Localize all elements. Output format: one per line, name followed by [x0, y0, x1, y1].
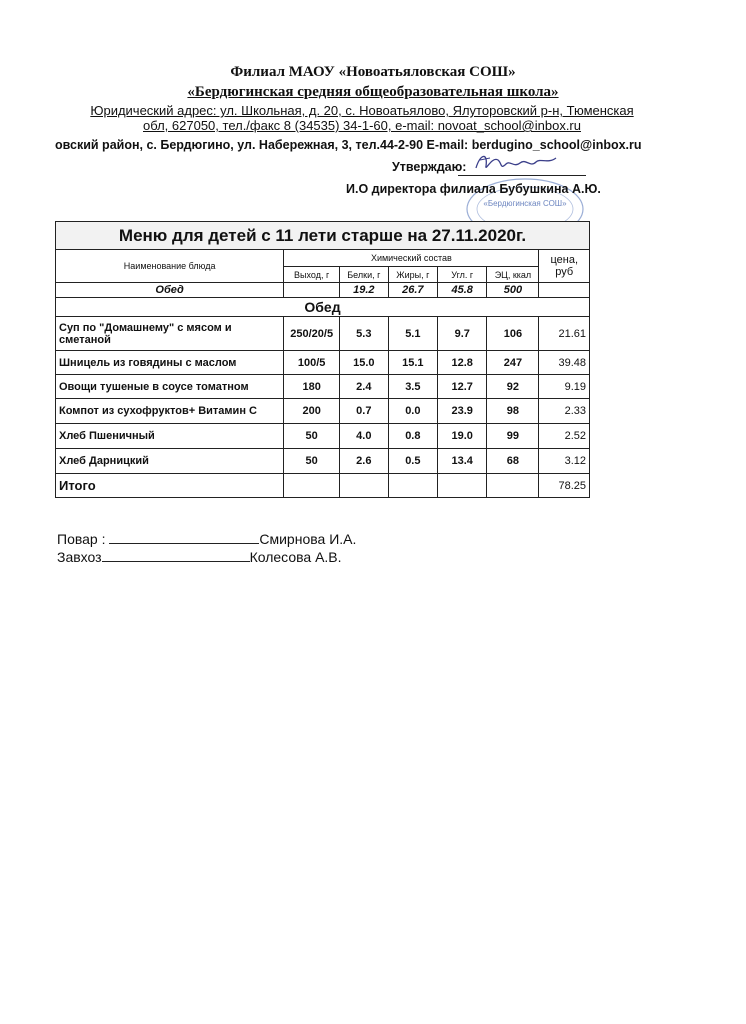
output-cell: 250/20/5 — [284, 317, 340, 351]
total-label: Итого — [56, 474, 284, 498]
director-signature — [470, 146, 560, 178]
total-empty-cell — [438, 474, 487, 498]
summary-fat: 26.7 — [388, 283, 437, 298]
table-row — [56, 375, 590, 399]
summary-protein: 19.2 — [340, 283, 389, 298]
stamp-text: «Бердюгинская СОШ» — [483, 199, 567, 208]
dish-name: Овощи тушеные в соусе томатном — [56, 375, 284, 399]
carb-cell: 13.4 — [438, 449, 487, 474]
energy-cell: 247 — [487, 351, 539, 375]
cook-signature-line — [109, 531, 259, 544]
energy-cell: 98 — [487, 399, 539, 424]
branch-address: овский район, с. Бердюгино, ул. Набережная, 3, тел.44-2-90 E-mail: berdugino_school@inbox.ru — [55, 138, 642, 152]
total-price: 78.25 — [539, 474, 590, 498]
org-title: Филиал МАОУ «Новоатьяловская СОШ» — [230, 64, 516, 80]
col-protein-header: Белки, г — [340, 267, 389, 283]
fat-cell: 0.5 — [388, 449, 437, 474]
fat-cell: 0.0 — [388, 399, 437, 424]
protein-cell: 4.0 — [340, 424, 389, 449]
carb-cell: 23.9 — [438, 399, 487, 424]
legal-address-line1: Юридический адрес: ул. Школьная, д. 20, с. Новоатьялово, Ялуторовский р-н, Тюменская — [90, 103, 634, 118]
col-energy-header: ЭЦ, ккал — [487, 267, 539, 283]
price-cell: 9.19 — [539, 375, 590, 399]
summary-price — [539, 283, 590, 298]
legal-address-line2: обл, 627050, тел./факс 8 (34535) 34-1-60, e-mail: novoat_school@inbox.ru — [143, 118, 581, 133]
storekeeper-label: Завхоз — [57, 549, 102, 565]
col-fat-header: Жиры, г — [388, 267, 437, 283]
col-output-header: Выход, г — [284, 267, 340, 283]
dish-name: Компот из сухофруктов+ Витамин С — [56, 399, 284, 424]
price-cell: 2.52 — [539, 424, 590, 449]
menu-title: Меню для детей с 11 лети старше на 27.11.2020г. — [56, 222, 590, 250]
total-empty-cell — [284, 474, 340, 498]
section-title: Обед — [56, 298, 590, 317]
cook-signature — [57, 531, 356, 547]
summary-energy: 500 — [487, 283, 539, 298]
energy-cell: 106 — [487, 317, 539, 351]
col-dish-header: Наименование блюда — [56, 250, 284, 283]
price-cell: 2.33 — [539, 399, 590, 424]
energy-cell: 99 — [487, 424, 539, 449]
carb-cell: 9.7 — [438, 317, 487, 351]
fat-cell: 5.1 — [388, 317, 437, 351]
total-row — [56, 474, 590, 498]
dish-name: Хлеб Пшеничный — [56, 424, 284, 449]
summary-carb: 45.8 — [438, 283, 487, 298]
approve-label: Утверждаю: — [392, 160, 467, 174]
col-chem-header: Химический состав — [284, 250, 539, 267]
price-cell: 39.48 — [539, 351, 590, 375]
summary-label: Обед — [56, 283, 284, 298]
output-cell: 180 — [284, 375, 340, 399]
table-row — [56, 424, 590, 449]
output-cell: 100/5 — [284, 351, 340, 375]
output-cell: 50 — [284, 424, 340, 449]
fat-cell: 3.5 — [388, 375, 437, 399]
menu-table — [55, 221, 590, 498]
summary-output — [284, 283, 340, 298]
total-empty-cell — [487, 474, 539, 498]
carb-cell: 12.8 — [438, 351, 487, 375]
protein-cell: 5.3 — [340, 317, 389, 351]
dish-name: Суп по "Домашнему" с мясом и сметаной — [56, 317, 284, 351]
protein-cell: 2.4 — [340, 375, 389, 399]
price-cell: 21.61 — [539, 317, 590, 351]
protein-cell: 0.7 — [340, 399, 389, 424]
col-carb-header: Угл. г — [438, 267, 487, 283]
cook-name: Смирнова И.А. — [259, 531, 357, 547]
col-price-header: цена, руб — [539, 250, 590, 283]
director-name: И.О директора филиала Бубушкина А.Ю. — [346, 182, 601, 196]
cook-label: Повар : — [57, 531, 106, 547]
carb-cell: 19.0 — [438, 424, 487, 449]
protein-cell: 2.6 — [340, 449, 389, 474]
total-empty-cell — [388, 474, 437, 498]
school-name: «Бердюгинская средняя общеобразовательная школа» — [187, 84, 559, 100]
storekeeper-name: Колесова А.В. — [249, 549, 342, 565]
protein-cell: 15.0 — [340, 351, 389, 375]
carb-cell: 12.7 — [438, 375, 487, 399]
table-row — [56, 317, 590, 351]
total-empty-cell — [340, 474, 389, 498]
table-row — [56, 351, 590, 375]
output-cell: 50 — [284, 449, 340, 474]
storekeeper-signature-line — [102, 549, 250, 562]
fat-cell: 0.8 — [388, 424, 437, 449]
storekeeper-signature — [57, 549, 342, 565]
fat-cell: 15.1 — [388, 351, 437, 375]
energy-cell: 68 — [487, 449, 539, 474]
dish-name: Шницель из говядины с маслом — [56, 351, 284, 375]
table-row — [56, 399, 590, 424]
dish-name: Хлеб Дарницкий — [56, 449, 284, 474]
price-cell: 3.12 — [539, 449, 590, 474]
output-cell: 200 — [284, 399, 340, 424]
table-row — [56, 449, 590, 474]
energy-cell: 92 — [487, 375, 539, 399]
